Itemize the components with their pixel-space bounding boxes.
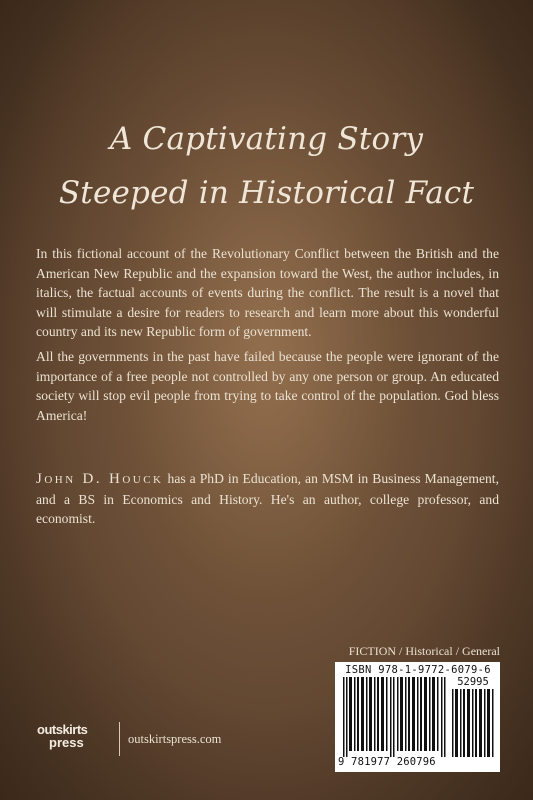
price-code: 52995 [457, 676, 489, 688]
publisher-website: outskirtspress.com [128, 732, 222, 746]
publisher-logo [37, 723, 109, 749]
tagline-line-2: Steeped in Historical Fact [58, 175, 475, 211]
price-bars [452, 689, 494, 757]
logo-divider [119, 722, 120, 756]
bisac-category: FICTION / Historical / General [348, 644, 500, 658]
ean-bars [343, 677, 447, 757]
author-name: John D. Houck [36, 471, 164, 487]
barcode-number: 9 781977 260796 [338, 756, 436, 768]
author-bio [36, 469, 499, 529]
isbn-barcode [335, 662, 500, 772]
isbn-label: ISBN 978-1-9772-6079-6 [345, 664, 491, 676]
tagline-line-1: A Captivating Story [109, 121, 424, 157]
description-paragraph-2: All the governments in the past have failed because the people were ignorant of the importance of a free people not controlled by any one person or group. An educated society will stop evil people from trying to take control of the population. God bless America! [36, 349, 499, 423]
tagline [0, 112, 533, 220]
publisher-logo-line-1: outskirts [37, 722, 88, 737]
publisher-logo-line-2: press [49, 735, 84, 750]
description-paragraph-1: In this fictional account of the Revolutionary Conflict between the British and the American New Republic and the expansion toward the West, the author includes, in italics, the factual accounts of events during the conflict. The result is a novel that will stimulate a desire for readers to research and learn more about this wonderful country and its new Republic form of government. [36, 246, 499, 340]
author-bio-text: has a PhD in Education, an MSM in Business Management, and a BS in Economics and History. He's an author, college professor, and economist. [36, 471, 499, 527]
